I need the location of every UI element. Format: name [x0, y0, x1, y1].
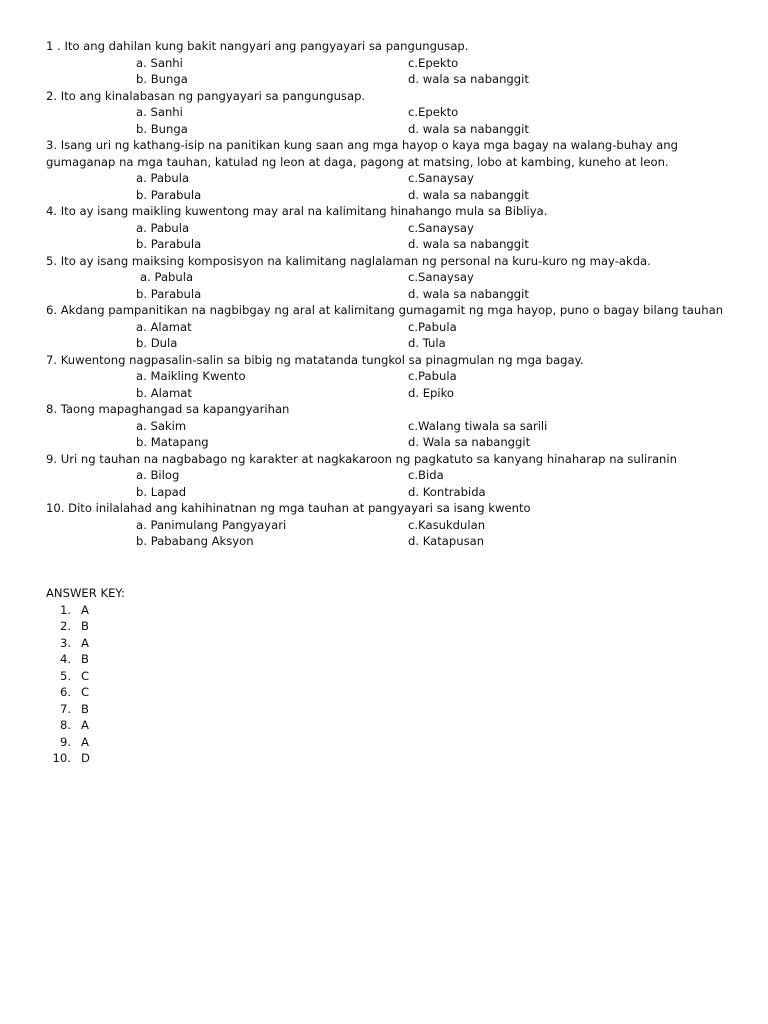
choice-a: a. Sanhi: [136, 105, 183, 119]
choice-b: b. Alamat: [136, 385, 192, 400]
answer-key-item: [46, 651, 346, 668]
choice-b: b. Parabula: [136, 187, 202, 202]
question-number: 2.: [46, 88, 58, 103]
choices-grid: [46, 170, 736, 203]
answer-number: 1.: [59, 602, 71, 617]
answer-key: [46, 585, 346, 767]
answer-key-item: [46, 602, 346, 619]
question-body: Ito ay isang maiksing komposisyon na kalimitang naglalaman ng personal na kuru-kuro ng may-akda.: [60, 253, 651, 268]
question-8: [46, 401, 736, 451]
question-2: [46, 88, 736, 138]
choice-c: c.Sanaysay: [408, 220, 474, 235]
choices-grid: [46, 319, 736, 352]
question-number: 5.: [46, 253, 58, 268]
question-body: Akdang pampanitikan na nagbibgay ng aral at kalimitang gumagamit ng mga hayop, puno o bagay bilang tauhan: [60, 303, 724, 317]
choice-c: c.Epekto: [408, 55, 459, 70]
answer-number: 3.: [59, 635, 71, 650]
question-text: [46, 38, 736, 55]
choice-d: d. Epiko: [408, 385, 455, 400]
question-text: [46, 137, 736, 170]
question-text: [46, 401, 736, 418]
answer-value: C: [81, 685, 90, 699]
choice-c: c.Kasukdulan: [408, 517, 486, 532]
choice-b: b. Dula: [136, 336, 178, 350]
question-6: [46, 302, 736, 352]
answer-number: 6.: [59, 685, 71, 699]
question-7: [46, 352, 736, 402]
choice-a: a. Maikling Kwento: [136, 369, 246, 383]
question-text: [46, 352, 736, 369]
choice-d: d. Wala sa nabanggit: [408, 435, 531, 449]
question-body: Uri ng tauhan na nagbabago ng karakter at nagkakaroon ng pagkatuto sa kanyang hinaharap na suliranin: [60, 451, 677, 466]
question-3: [46, 137, 736, 203]
choice-d: d. wala sa nabanggit: [408, 72, 529, 86]
question-text: [46, 88, 736, 105]
choices-grid: [46, 418, 736, 451]
choice-c: c.Pabula: [408, 369, 457, 383]
choice-c: c.Sanaysay: [408, 171, 474, 185]
choice-c: c.Sanaysay: [408, 270, 474, 284]
question-10: [46, 500, 736, 550]
answer-number: 8.: [59, 718, 71, 732]
question-text: [46, 451, 736, 468]
choices-grid: [46, 104, 736, 137]
choice-c: c.Epekto: [408, 105, 459, 119]
answer-number: 2.: [59, 619, 71, 633]
choice-d: d. wala sa nabanggit: [408, 286, 529, 301]
choice-c: c.Bida: [408, 468, 444, 482]
choice-a: a. Panimulang Pangyayari: [136, 517, 287, 532]
choice-b: b. Matapang: [136, 435, 209, 449]
question-9: [46, 451, 736, 501]
choices-grid: [46, 368, 736, 401]
choice-d: d. wala sa nabanggit: [408, 187, 529, 202]
choices-grid: [46, 269, 736, 302]
question-number: 1 .: [46, 39, 61, 53]
choice-a: a. Pabula: [140, 270, 194, 284]
answer-key-item: [46, 684, 346, 701]
choice-a: a. Alamat: [136, 319, 192, 334]
question-number: 9.: [46, 451, 58, 466]
question-number: 10.: [46, 501, 65, 515]
choice-d: d. wala sa nabanggit: [408, 237, 529, 251]
question-text: [46, 302, 736, 319]
question-number: 7.: [46, 352, 58, 367]
quiz-section: [46, 38, 736, 550]
answer-value: A: [81, 718, 89, 732]
answer-key-item: [46, 618, 346, 635]
question-body: Kuwentong nagpasalin-salin sa bibig ng matatanda tungkol sa pinagmulan ng mga bagay.: [60, 352, 584, 367]
choices-grid: [46, 55, 736, 88]
answer-number: 5.: [59, 668, 71, 683]
question-text: [46, 253, 736, 270]
question-text: [46, 500, 736, 517]
answer-key-title: ANSWER KEY:: [46, 586, 125, 600]
choice-a: a. Pabula: [136, 171, 190, 185]
question-number: 6.: [46, 303, 58, 317]
question-number: 4.: [46, 204, 58, 218]
question-text: [46, 203, 736, 220]
answer-value: B: [81, 619, 89, 633]
answer-number: 4.: [59, 652, 71, 666]
choice-d: d. Katapusan: [408, 534, 485, 548]
answer-key-item: [46, 635, 346, 652]
choice-c: c.Pabula: [408, 319, 457, 334]
choice-d: d. Kontrabida: [408, 484, 486, 499]
choice-d: d. Tula: [408, 336, 446, 350]
answer-key-item: [46, 750, 346, 767]
question-number: 3.: [46, 138, 58, 152]
answer-number: 10.: [52, 751, 71, 765]
choice-c: c.Walang tiwala sa sarili: [408, 418, 548, 433]
question-body: Dito inilalahad ang kahihinatnan ng mga tauhan at pangyayari sa isang kwento: [68, 501, 531, 515]
choice-b: b. Lapad: [136, 484, 187, 499]
choices-grid: [46, 517, 736, 550]
choice-a: a. Sakim: [136, 418, 187, 433]
choice-b: b. Parabula: [136, 237, 202, 251]
answer-key-item: [46, 734, 346, 751]
answer-key-item: [46, 668, 346, 685]
choice-b: b. Pababang Aksyon: [136, 534, 254, 548]
answer-key-item: [46, 717, 346, 734]
answer-number: 7.: [59, 701, 71, 716]
answer-value: B: [81, 701, 89, 716]
question-1: [46, 38, 736, 88]
answer-key-list: [46, 602, 346, 767]
answer-key-item: [46, 701, 346, 718]
question-number: 8.: [46, 402, 58, 416]
choices-grid: [46, 220, 736, 253]
question-body: Ito ang kinalabasan ng pangyayari sa pangungusap.: [60, 88, 366, 103]
question-body: Taong mapaghangad sa kapangyarihan: [60, 402, 290, 416]
choice-b: b. Bunga: [136, 121, 188, 136]
choice-a: a. Pabula: [136, 220, 190, 235]
answer-value: A: [81, 602, 89, 617]
choices-grid: [46, 467, 736, 500]
answer-value: A: [81, 734, 89, 749]
choice-d: d. wala sa nabanggit: [408, 121, 529, 136]
question-body: Ito ang dahilan kung bakit nangyari ang pangyayari sa pangungusap.: [64, 39, 469, 53]
answer-value: B: [81, 652, 89, 666]
answer-number: 9.: [59, 734, 71, 749]
choice-a: a. Sanhi: [136, 55, 183, 70]
answer-value: A: [81, 635, 89, 650]
question-4: [46, 203, 736, 253]
answer-value: C: [81, 668, 90, 683]
answer-value: D: [81, 751, 90, 765]
choice-b: b. Bunga: [136, 72, 188, 86]
question-body: Ito ay isang maikling kuwentong may aral na kalimitang hinahango mula sa Bibliya.: [60, 204, 548, 218]
question-body: Isang uri ng kathang-isip na panitikan kung saan ang mga hayop o kaya mga bagay na walang-buhay ang gumaganap na mga tauhan, katulad ng leon at daga, pagong at matsing, lobo at kambing, kuneho at leon.: [46, 138, 678, 169]
choice-b: b. Parabula: [136, 286, 202, 301]
question-5: [46, 253, 736, 303]
choice-a: a. Bilog: [136, 468, 180, 482]
